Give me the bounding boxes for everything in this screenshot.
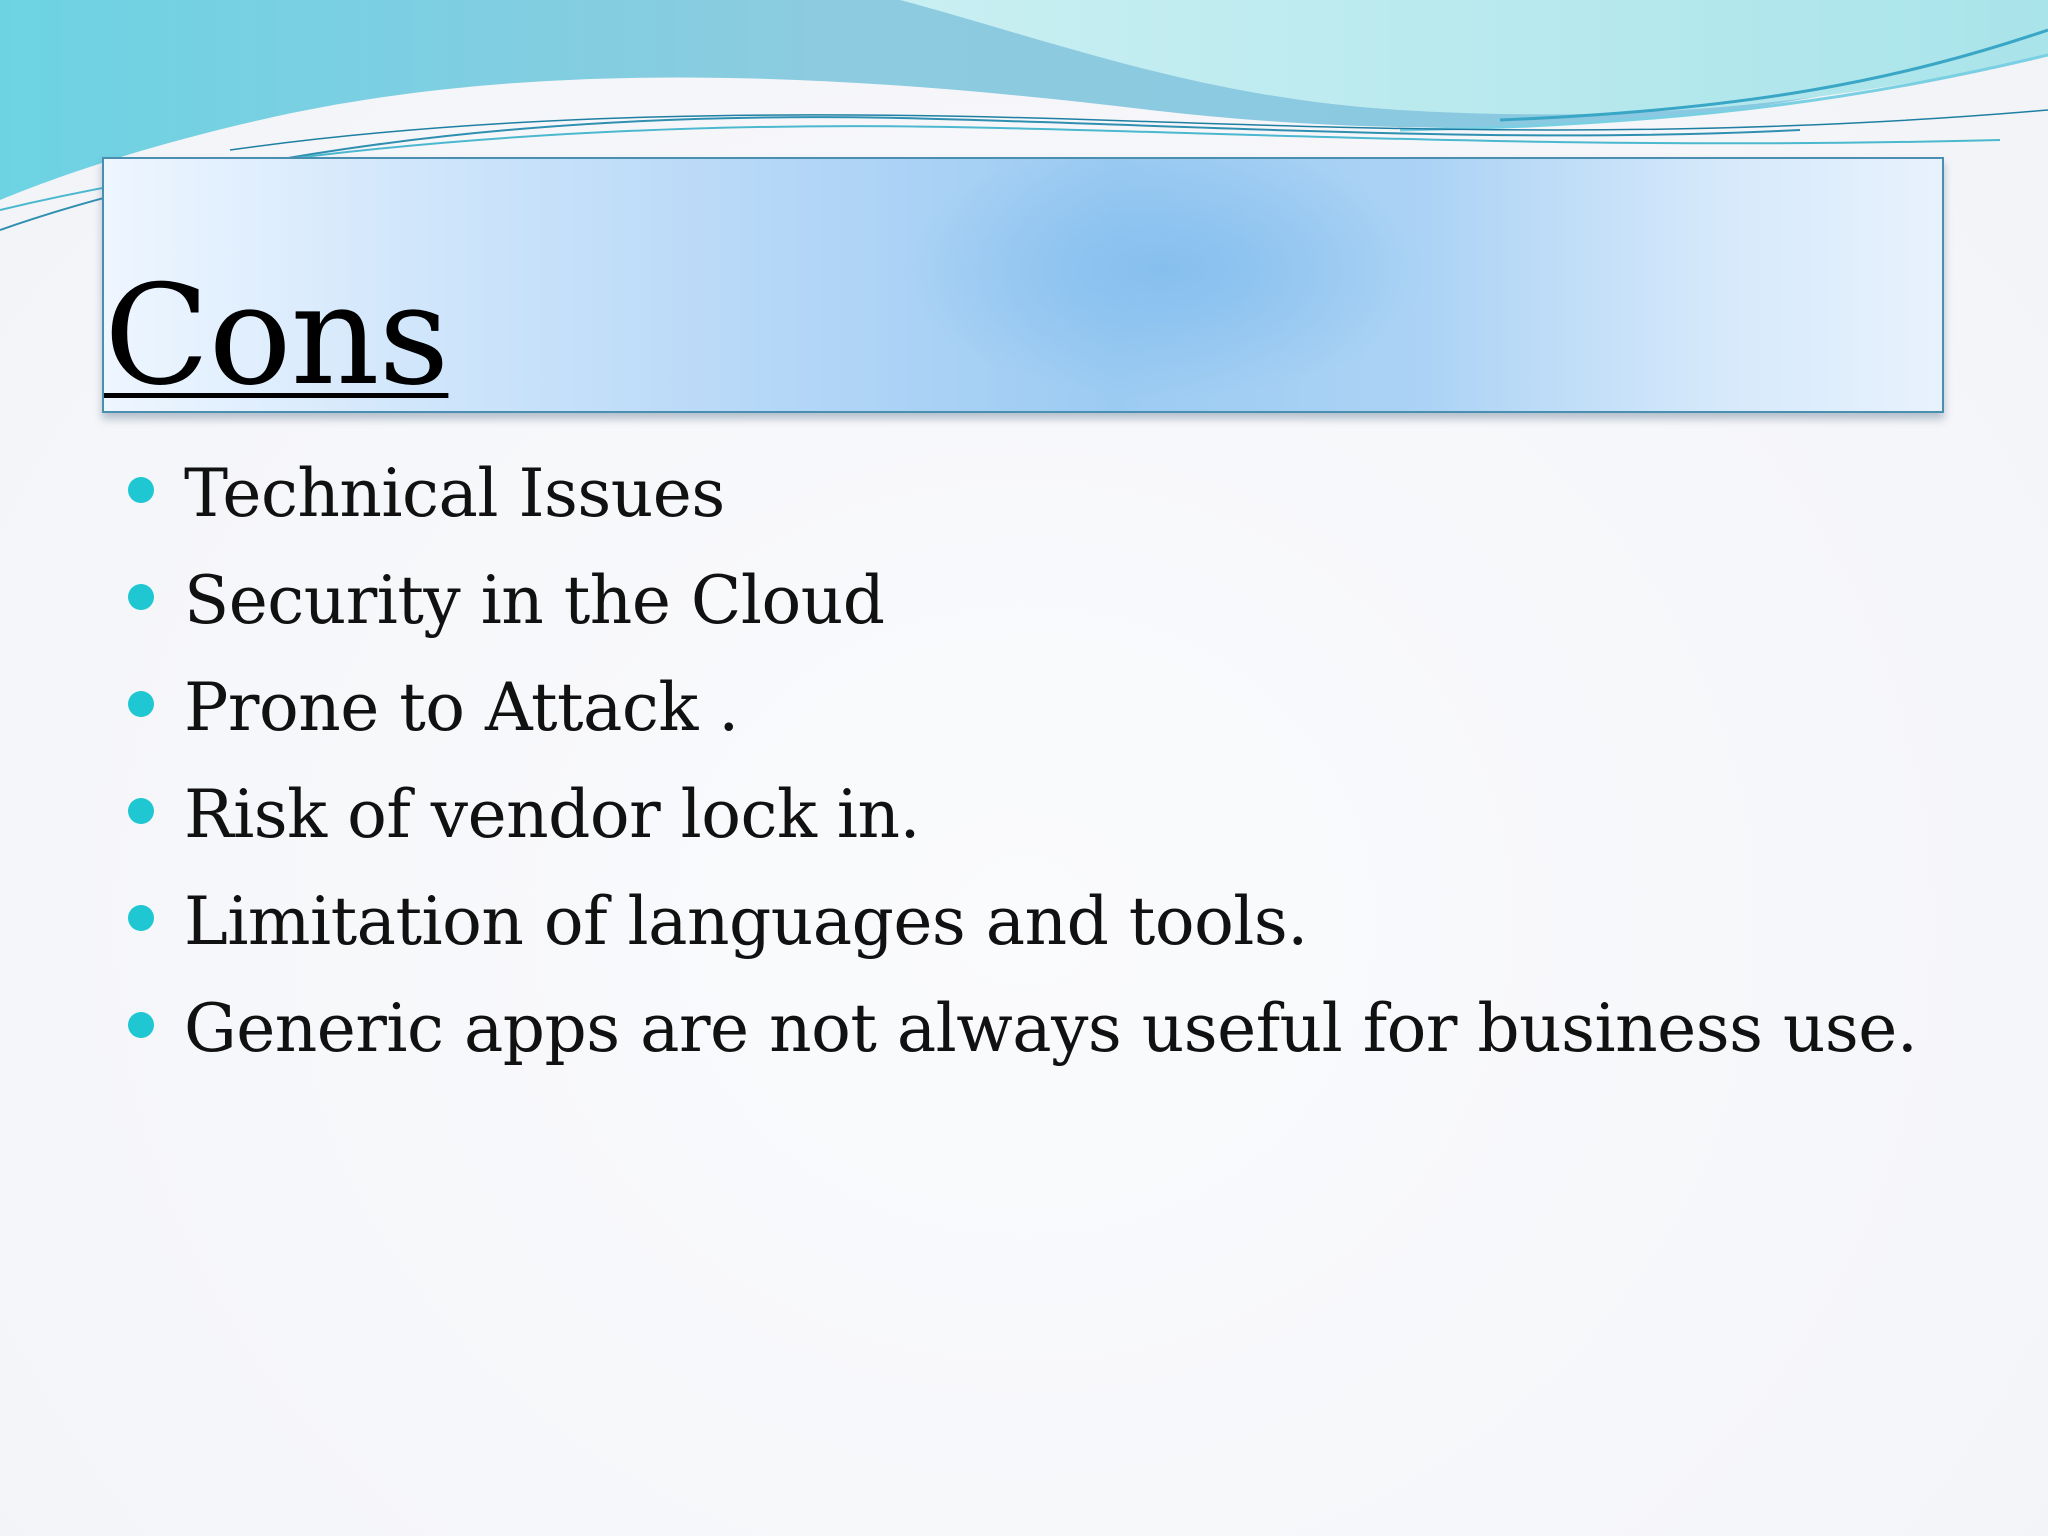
list-item (128, 975, 1988, 1082)
list-item (128, 654, 1988, 761)
bullet-dot-icon (128, 798, 154, 824)
slide-title: Cons (104, 255, 449, 416)
bullet-text: Limitation of languages and tools. (184, 883, 1308, 960)
bullet-text: Technical Issues (184, 455, 725, 532)
bullet-text: Generic apps are not always useful for business use. (184, 990, 1918, 1067)
bullet-dot-icon (128, 584, 154, 610)
bullet-text: Security in the Cloud (184, 562, 885, 639)
bullet-text: Prone to Attack . (184, 669, 739, 746)
list-item (128, 868, 1988, 975)
bullet-list (128, 440, 1988, 1082)
bullet-text: Risk of vendor lock in. (184, 776, 921, 853)
title-banner (102, 157, 1944, 416)
bullet-dot-icon (128, 691, 154, 717)
bullet-dot-icon (128, 1012, 154, 1038)
bullet-dot-icon (128, 477, 154, 503)
list-item (128, 547, 1988, 654)
list-item (128, 761, 1988, 868)
list-item (128, 440, 1988, 547)
bullet-dot-icon (128, 905, 154, 931)
